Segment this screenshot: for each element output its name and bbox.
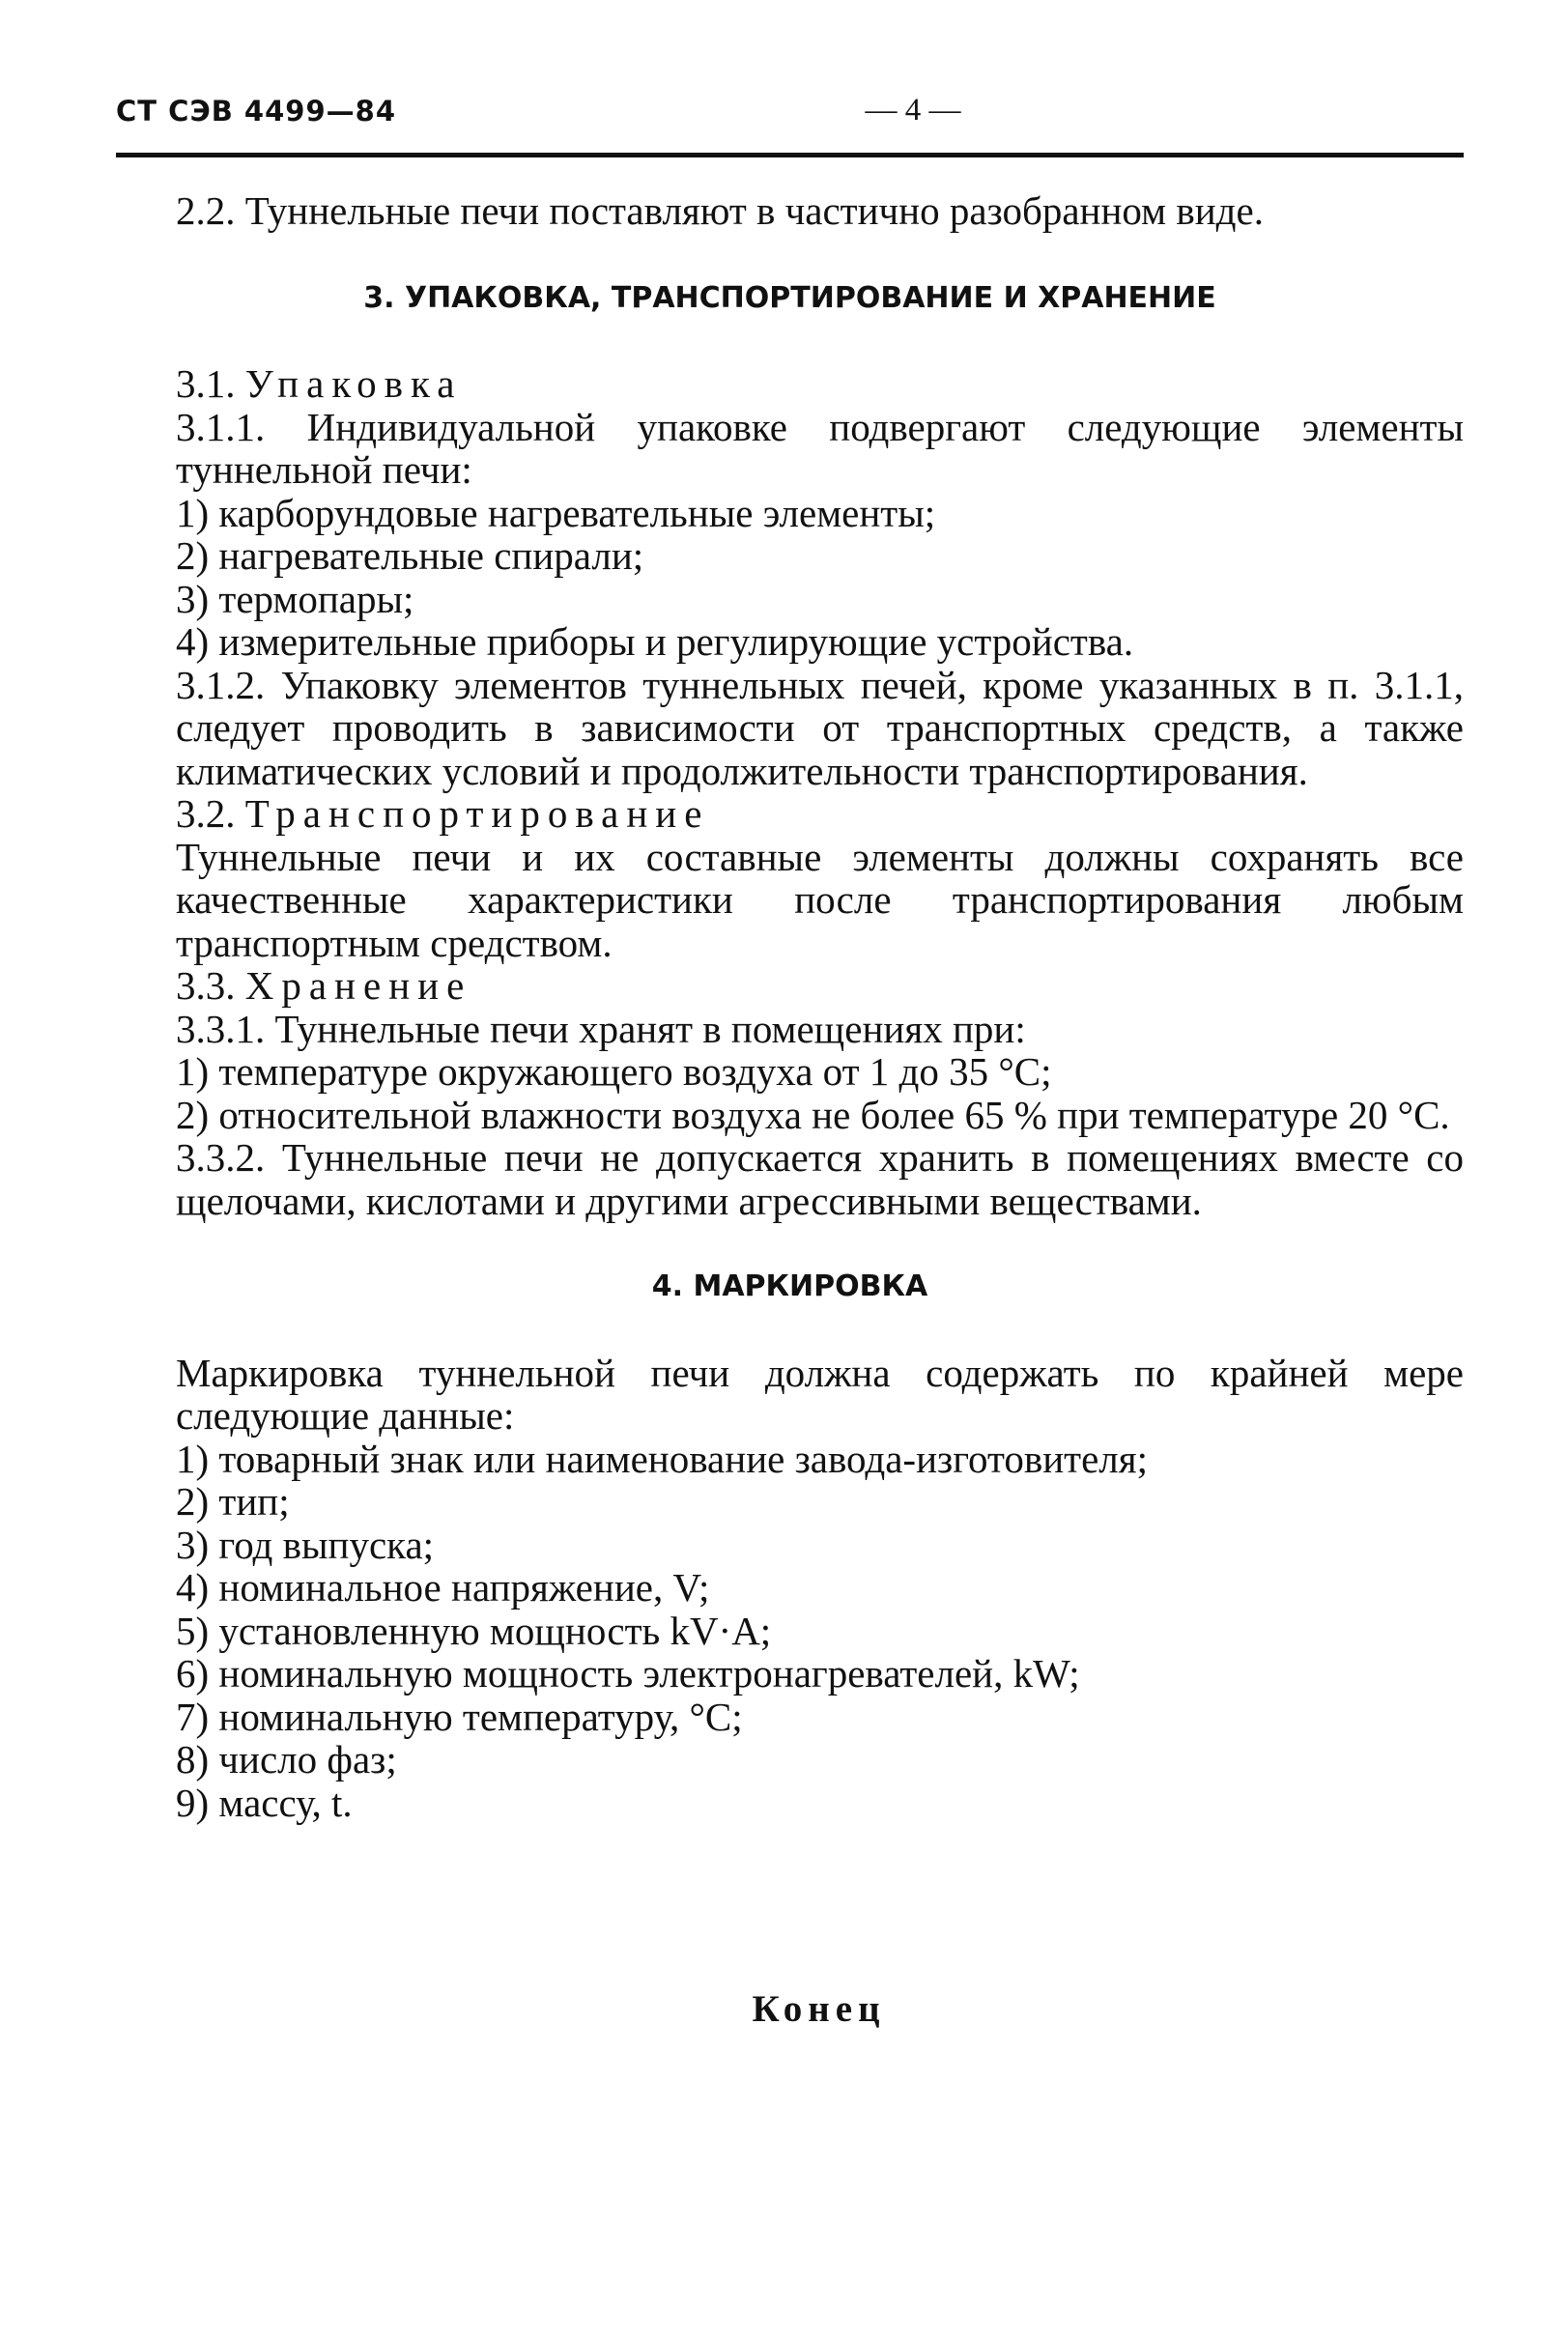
standard-number: СТ СЭВ 4499—84 bbox=[116, 95, 396, 128]
list-item: 6) номинальную мощность электронагревателей, kW; bbox=[176, 1651, 1080, 1696]
list-item: 2) тип; bbox=[176, 1479, 290, 1524]
subsection-3-1-title: Упаковка bbox=[244, 361, 463, 406]
subsection-3-3-title: Хранение bbox=[244, 963, 472, 1008]
list-item: 1) температуре окружающего воздуха от 1 до 35 °С; bbox=[176, 1049, 1052, 1094]
list-item: 8) число фаз; bbox=[176, 1737, 397, 1782]
section-3-heading: 3. УПАКОВКА, ТРАНСПОРТИРОВАНИЕ И ХРАНЕНИЕ bbox=[363, 280, 1216, 315]
list-item: 3) термопары; bbox=[176, 576, 414, 621]
page-number: — 4 — bbox=[865, 93, 961, 128]
page-header bbox=[116, 95, 1464, 133]
end-marker: Конец bbox=[752, 1988, 886, 2030]
list-item: 4) номинальное напряжение, V; bbox=[176, 1565, 710, 1610]
paragraph-2-2: 2.2. Туннельные печи поставляют в частично разобранном виде. bbox=[176, 188, 1264, 233]
paragraph-3-1-1: 3.1.1. Индивидуальной упаковке подвергают следующие элементы туннельной печи: bbox=[176, 404, 1464, 492]
paragraph-4: Маркировка туннельной печи должна содержать по крайней мере следующие данные: bbox=[176, 1350, 1464, 1438]
paragraph-3-3-1: 3.3.1. Туннельные печи хранят в помещениях при: bbox=[176, 1006, 1026, 1051]
list-item: 1) товарный знак или наименование завода-изготовителя; bbox=[176, 1436, 1148, 1481]
list-item: 2) относительной влажности воздуха не более 65 % при температуре 20 °С. bbox=[176, 1092, 1450, 1137]
list-item: 4) измерительные приборы и регулирующие устройства. bbox=[176, 619, 1134, 664]
list-item: 5) установленную мощность kV·A; bbox=[176, 1608, 772, 1653]
document-body bbox=[116, 189, 1464, 2032]
header-rule bbox=[116, 153, 1464, 157]
list-item: 9) массу, t. bbox=[176, 1780, 353, 1825]
subsection-3-3-heading: 3.3. Хранение bbox=[176, 963, 472, 1008]
list-item: 3) год выпуска; bbox=[176, 1522, 435, 1567]
list-item: 1) карборундовые нагревательные элементы; bbox=[176, 490, 936, 535]
paragraph-3-3-2: 3.3.2. Туннельные печи не допускается хранить в помещениях вместе со щелочами, кислотами и другими агрессивными веществами. bbox=[176, 1135, 1464, 1223]
subsection-3-2-title: Транспортирование bbox=[244, 791, 710, 836]
section-4-heading: 4. МАРКИРОВКА bbox=[651, 1269, 928, 1303]
subsection-3-2-heading: 3.2. Транспортирование bbox=[176, 791, 710, 836]
list-item: 2) нагревательные спирали; bbox=[176, 533, 644, 578]
paragraph-3-1-2: 3.1.2. Упаковку элементов туннельных печей, кроме указанных в п. 3.1.1, следует проводить в зависимости от транспортных средств, а также климатических условий и продолжительности транспортирования. bbox=[176, 662, 1464, 793]
subsection-3-1-heading: 3.1. Упаковка bbox=[176, 361, 463, 406]
paragraph-3-2: Туннельные печи и их составные элементы должны сохранять все качественные характеристики после транспортирования любым транспортным средством. bbox=[176, 834, 1464, 965]
list-item: 7) номинальную температуру, °C; bbox=[176, 1694, 743, 1739]
